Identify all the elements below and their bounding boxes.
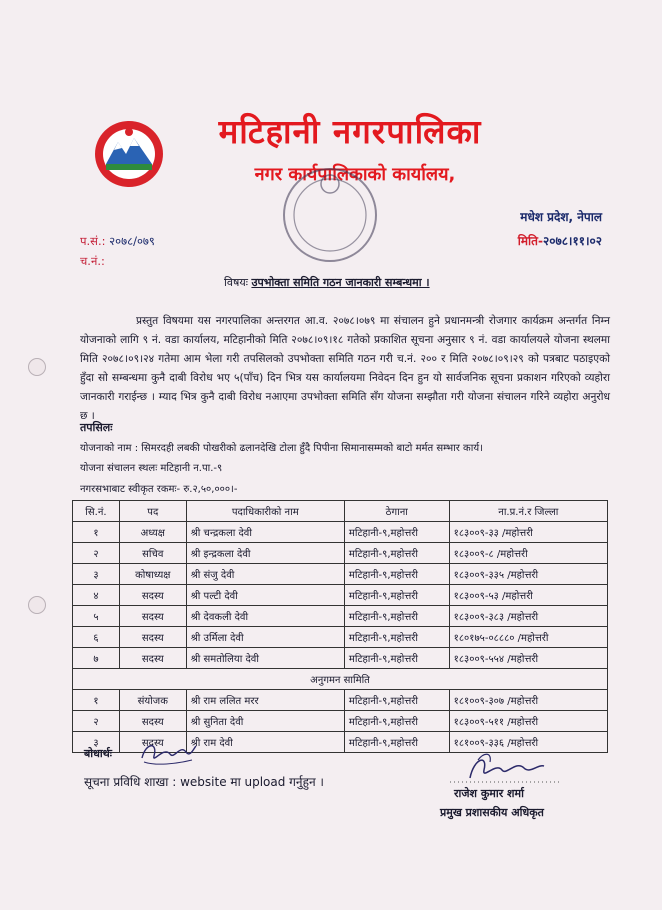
row-post: सचिव	[119, 543, 186, 564]
row-address: मटिहानी-९,महोत्तरी	[344, 522, 449, 543]
table-row	[73, 564, 608, 585]
row-name: श्री चन्द्रकला देवी	[186, 522, 344, 543]
row-name: श्री सुनिता देवी	[186, 711, 344, 732]
row-address: मटिहानी-९,महोत्तरी	[344, 648, 449, 669]
ps-label: प.सं.:	[80, 234, 106, 248]
table-row	[73, 648, 608, 669]
monitoring-section-row	[73, 669, 608, 690]
municipality-emblem-icon	[92, 118, 166, 190]
punch-hole	[28, 596, 46, 614]
row-id: १८१००९-३०७ /महोत्तरी	[449, 690, 607, 711]
row-id: १८३००९-३३५ /महोत्तरी	[449, 564, 607, 585]
col-name: पदाधिकारीको नाम	[186, 501, 344, 522]
subject-text: उपभोक्ता समिति गठन जानकारी सम्बन्धमा ।	[251, 276, 430, 289]
row-id: १८३००९-५३ /महोत्तरी	[449, 585, 607, 606]
col-sn: सि.नं.	[73, 501, 120, 522]
row-name: श्री इन्द्रकला देवी	[186, 543, 344, 564]
project-location: योजना संचालन स्थलः मटिहानी न.पा.-९	[80, 463, 223, 474]
row-sn: १	[73, 690, 120, 711]
row-sn: ५	[73, 606, 120, 627]
row-post: संयोजक	[119, 690, 186, 711]
table-row	[73, 543, 608, 564]
row-post: सदस्य	[119, 648, 186, 669]
province-label: मधेश प्रदेश, नेपाल	[520, 210, 602, 224]
row-post: सदस्य	[119, 627, 186, 648]
municipality-title: मटिहानी नगरपालिका	[218, 112, 482, 151]
row-address: मटिहानी-९,महोत्तरी	[344, 606, 449, 627]
col-address: ठेगाना	[344, 501, 449, 522]
col-citizenship: ना.प्र.नं.र जिल्ला	[449, 501, 607, 522]
row-address: मटिहानी-९,महोत्तरी	[344, 543, 449, 564]
reference-number	[80, 234, 155, 249]
dispatch-number: च.नं.:	[80, 254, 105, 268]
row-post: सदस्य	[119, 732, 186, 753]
row-address: मटिहानी-९,महोत्तरी	[344, 690, 449, 711]
row-sn: २	[73, 711, 120, 732]
signer-name: राजेश कुमार शर्मा	[454, 787, 524, 800]
row-post: सदस्य	[119, 606, 186, 627]
row-id: १८३००९-३३ /महोत्तरी	[449, 522, 607, 543]
row-name: श्री उर्मिला देवी	[186, 627, 344, 648]
officer-signature-icon	[440, 748, 568, 790]
row-name: श्री समतोलिया देवी	[186, 648, 344, 669]
row-address: मटिहानी-९,महोत्तरी	[344, 564, 449, 585]
row-id: १८०१७५-०८८८० /महोत्तरी	[449, 627, 607, 648]
row-sn: ७	[73, 648, 120, 669]
row-address: मटिहानी-९,महोत्तरी	[344, 585, 449, 606]
row-post: सदस्य	[119, 711, 186, 732]
committee-table	[72, 500, 608, 753]
table-row	[73, 711, 608, 732]
row-address: मटिहानी-९,महोत्तरी	[344, 732, 449, 753]
row-id: १८३००९-५११ /महोत्तरी	[449, 711, 607, 732]
table-row	[73, 627, 608, 648]
cc-label: बोधार्थः	[84, 747, 112, 760]
office-stamp	[275, 160, 385, 270]
row-sn: ३	[73, 564, 120, 585]
row-sn: ३	[73, 732, 120, 753]
it-section-notice: सूचना प्रविधि शाखा : website मा upload गर्नुहुन ।	[84, 775, 324, 789]
date-label: मिति-	[517, 234, 543, 248]
row-address: मटिहानी-९,महोत्तरी	[344, 711, 449, 732]
row-id: १८१००९-३३६ /महोत्तरी	[449, 732, 607, 753]
row-sn: ४	[73, 585, 120, 606]
row-sn: २	[73, 543, 120, 564]
ps-value: २०७८/०७९	[109, 234, 155, 248]
row-address: मटिहानी-९,महोत्तरी	[344, 627, 449, 648]
approved-budget: नगरसभाबाट स्वीकृत रकमः- रु.२,५०,०००।-	[80, 484, 238, 495]
office-subtitle: नगर कार्यपालिकाको कार्यालय,	[254, 164, 456, 185]
row-post: सदस्य	[119, 585, 186, 606]
project-name: योजनाको नाम : सिमरदही लबकी पोखरीको ढलानदेखि टोला हुँदै पिपीना सिमानासम्मको बाटो मर्मत सम्भार कार्य।	[80, 443, 483, 454]
punch-hole	[28, 358, 46, 376]
row-name: श्री संजु देवी	[186, 564, 344, 585]
letter-date	[518, 232, 602, 249]
row-id: १८३००९-३८३ /महोत्तरी	[449, 606, 607, 627]
signer-title: प्रमुख प्रशासकीय अधिकृत	[440, 806, 544, 819]
row-post: कोषाध्यक्ष	[119, 564, 186, 585]
row-sn: ६	[73, 627, 120, 648]
row-sn: १	[73, 522, 120, 543]
table-row	[73, 606, 608, 627]
col-post: पद	[119, 501, 186, 522]
row-name: श्री राम देवी	[186, 732, 344, 753]
details-heading: तपसिलः	[80, 421, 113, 434]
letter-body: प्रस्तुत विषयमा यस नगरपालिका अन्तरगत आ.व. २०७८।०७९ मा संचालन हुने प्रधानमन्त्री रोजगार कार्यक्रम अन्तर्गत निम्न योजनाको लागि ९ नं. वडा कार्यालय, मटिहानीको मिति २०७८।०९।१८ गतेको प्रकाशित सूचना अनुसार ९ नं. वडा कार्यालयले योजना स्थलमा मिति २०७८।०९।२४ गतेमा आम भेला गरी तपसिलको उपभोक्ता समिति गठन गरी च.नं. २०० र मिति २०७८।०९।२९ को पत्रबाट पठाइएको हुँदा सो सम्बन्धमा कुनै दाबी विरोध भए ५(पाँच) दिन भित्र यस कार्यालयमा निवेदन दिन हुन यो सार्वजनिक सूचना प्रकाशन गरिएको व्यहोरा जानकारी गराईन्छ । म्याद भित्र कुनै दाबी विरोध नआएमा उपभोक्ता समिति सँग योजना सम्झौता गरी योजना संचालन गरिने व्यहोरा अनुरोध छ ।	[80, 315, 610, 422]
row-name: श्री पल्टी देवी	[186, 585, 344, 606]
table-row	[73, 690, 608, 711]
monitoring-heading: अनुगमन सामिति	[73, 669, 608, 690]
table-row	[73, 585, 608, 606]
initials-signature-icon	[136, 736, 200, 770]
row-post: अध्यक्ष	[119, 522, 186, 543]
date-value: २०७८।११।०२	[542, 234, 602, 248]
row-id: १८३००९-५५४ /महोत्तरी	[449, 648, 607, 669]
subject-label: विषयः	[224, 276, 248, 289]
subject-line	[224, 275, 430, 290]
table-header-row	[73, 501, 608, 522]
row-name: श्री देवकली देवी	[186, 606, 344, 627]
table-row	[73, 522, 608, 543]
row-id: १८३००९-८ /महोत्तरी	[449, 543, 607, 564]
row-name: श्री राम ललित मरर	[186, 690, 344, 711]
